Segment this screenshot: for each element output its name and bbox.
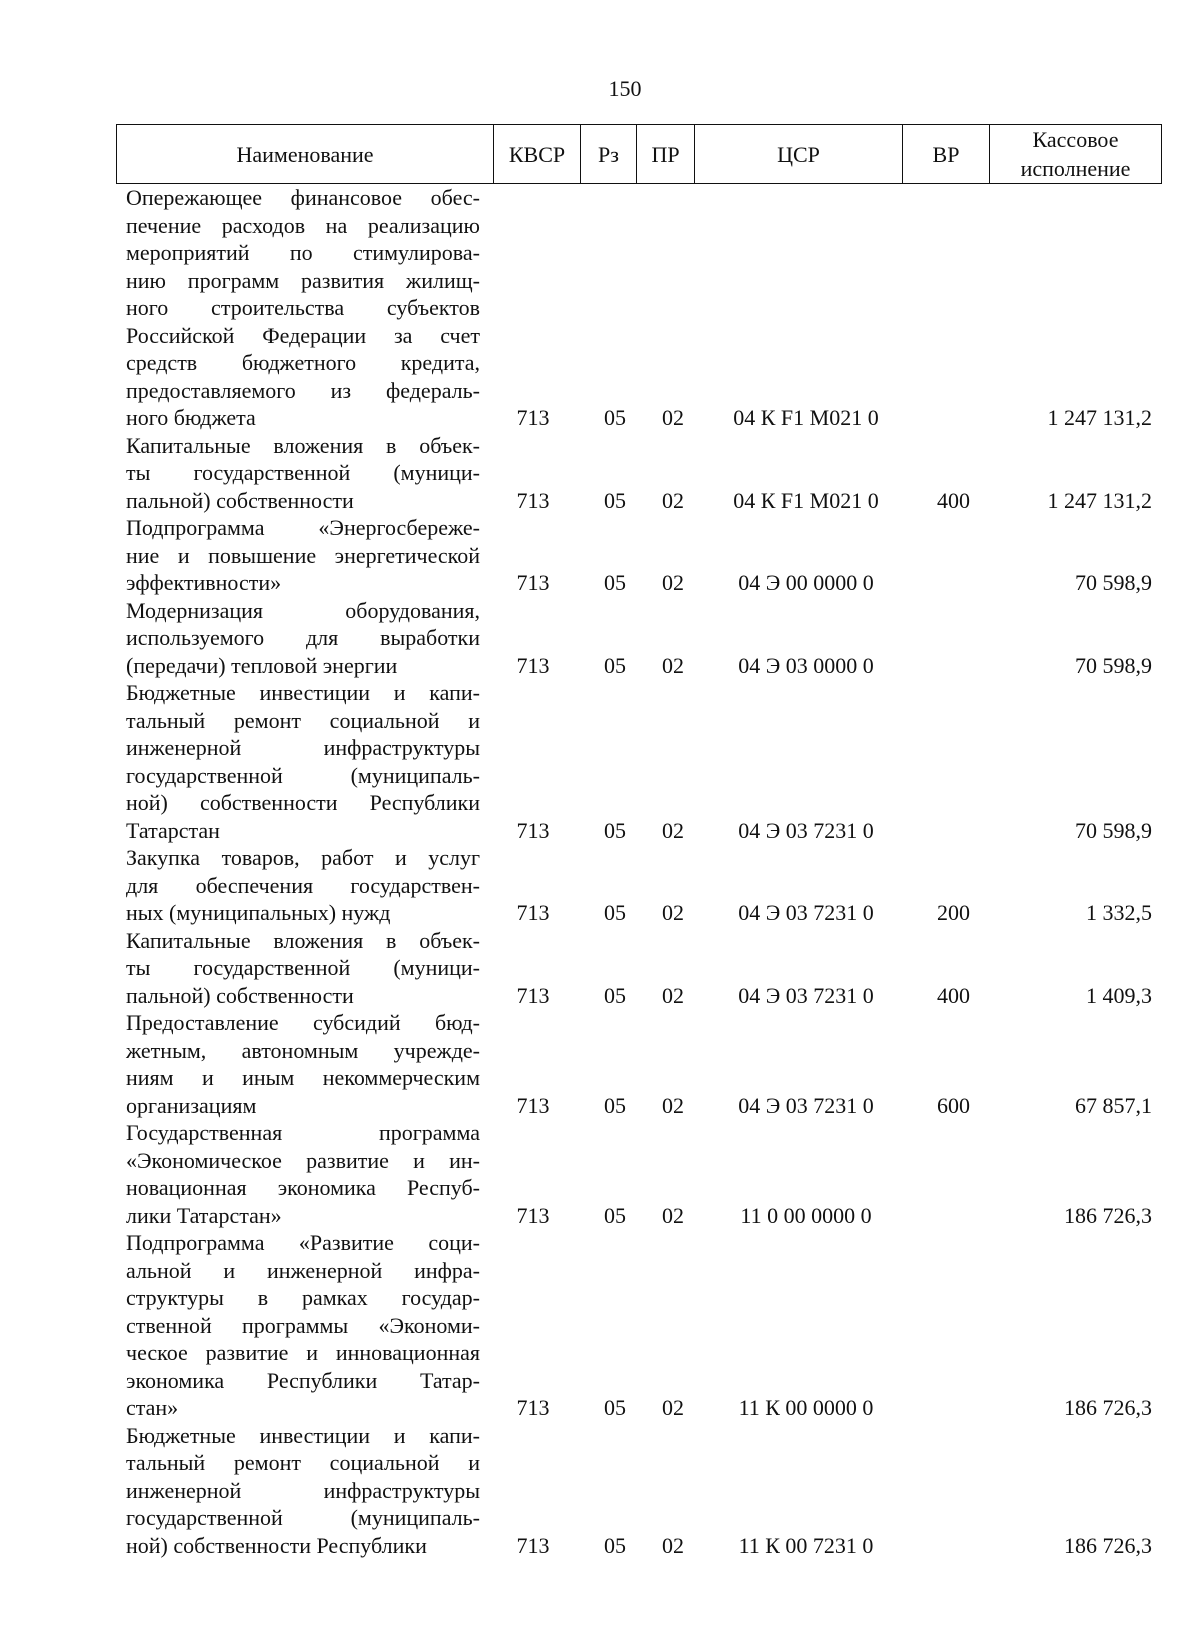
row-csr: 04 Э 03 0000 0 — [738, 652, 874, 678]
row-kvsr: 713 — [516, 1395, 550, 1420]
row-name-line: предоставляемого из федераль- — [126, 377, 480, 403]
row-exec: 70 598,9 — [1075, 817, 1152, 843]
row-vr: 400 — [937, 982, 970, 1008]
table-row — [116, 1422, 1162, 1560]
row-exec: 1 332,5 — [1086, 900, 1152, 925]
row-name-line: государственной (муниципаль- — [126, 762, 480, 788]
row-csr: 04 Э 03 7231 0 — [738, 1092, 874, 1118]
row-name-line: Предоставление субсидий бюд- — [126, 1010, 480, 1035]
table-row — [116, 514, 1162, 597]
header-vr: ВР — [902, 125, 989, 183]
row-name-line: нию программ развития жилищ- — [126, 267, 480, 293]
row-exec: 1 247 131,2 — [1047, 405, 1152, 430]
row-name-line: «Экономическое развитие и ин- — [126, 1147, 480, 1173]
row-kvsr: 713 — [516, 1532, 550, 1558]
table-row — [116, 1009, 1162, 1119]
row-rz: 05 — [604, 570, 626, 595]
row-pr: 02 — [662, 817, 684, 843]
row-name-line: мероприятий по стимулирова- — [126, 240, 480, 265]
row-name — [116, 597, 480, 680]
row-rz: 05 — [604, 1532, 626, 1558]
row-name-line: Подпрограмма «Развитие соци- — [126, 1230, 480, 1255]
row-name-line: используемого для выработки — [126, 625, 480, 650]
row-name-line: Бюджетные инвестиции и капи- — [126, 1422, 480, 1448]
header-kvsr: КВСР — [493, 125, 580, 183]
row-name-line: государственной (муниципаль- — [126, 1505, 480, 1530]
table-row — [116, 1229, 1162, 1422]
row-name-line: Капитальные вложения в объек- — [126, 927, 480, 953]
row-name-line: ных (муниципальных) нужд — [126, 900, 391, 925]
row-pr: 02 — [662, 982, 684, 1008]
row-vr: 600 — [937, 1092, 970, 1118]
row-name-line: ты государственной (муници- — [126, 460, 480, 485]
row-exec: 186 726,3 — [1064, 1395, 1152, 1420]
row-name-line: печение расходов на реализацию — [126, 212, 480, 238]
row-vr: 400 — [937, 487, 970, 513]
row-pr: 02 — [662, 900, 684, 925]
row-name-line: ного строительства субъектов — [126, 295, 480, 320]
row-csr: 04 Э 03 7231 0 — [738, 817, 874, 843]
row-name-line: Государственная программа — [126, 1120, 480, 1145]
row-csr: 04 Э 03 7231 0 — [738, 982, 874, 1008]
table-row — [116, 184, 1162, 432]
row-name-line: структуры в рамках государ- — [126, 1285, 480, 1310]
row-csr: 04 Э 00 0000 0 — [738, 570, 874, 595]
header-name: Наименование — [236, 141, 374, 167]
table-row — [116, 1119, 1162, 1229]
row-exec: 186 726,3 — [1064, 1532, 1152, 1558]
row-rz: 05 — [604, 982, 626, 1008]
row-name — [116, 432, 480, 515]
row-name-line: лики Татарстан» — [126, 1202, 282, 1228]
row-name — [116, 1229, 480, 1422]
row-pr: 02 — [662, 405, 684, 430]
row-name-line: новационная экономика Респуб- — [126, 1175, 480, 1200]
row-kvsr: 713 — [516, 982, 550, 1008]
row-name-line: ного бюджета — [126, 405, 256, 430]
row-pr: 02 — [662, 1202, 684, 1228]
row-name-line: альной и инженерной инфра- — [126, 1257, 480, 1283]
row-rz: 05 — [604, 1395, 626, 1420]
row-kvsr: 713 — [516, 652, 550, 678]
row-name-line: эффективности» — [126, 570, 282, 595]
row-pr: 02 — [662, 570, 684, 595]
table-row — [116, 432, 1162, 515]
row-name-line: средств бюджетного кредита, — [126, 350, 480, 375]
row-rz: 05 — [604, 487, 626, 513]
row-vr: 200 — [937, 900, 970, 925]
row-kvsr: 713 — [516, 817, 550, 843]
row-pr: 02 — [662, 1092, 684, 1118]
header-exec-label: Кассовое исполнение — [1020, 127, 1131, 181]
row-exec: 70 598,9 — [1075, 652, 1152, 678]
row-name-line: Закупка товаров, работ и услуг — [126, 845, 480, 870]
row-csr: 04 Э 03 7231 0 — [738, 900, 874, 925]
row-name-line: Капитальные вложения в объек- — [126, 432, 480, 458]
table-body — [116, 184, 1162, 1559]
row-name-line: ной) собственности Республики — [126, 790, 480, 815]
row-csr: 11 К 00 0000 0 — [738, 1395, 874, 1420]
row-kvsr: 713 — [516, 1092, 550, 1118]
row-name-line: для обеспечения государствен- — [126, 872, 480, 898]
row-name — [116, 1119, 480, 1229]
table-header — [116, 124, 1162, 184]
row-pr: 02 — [662, 652, 684, 678]
row-name-line: пальной) собственности — [126, 982, 354, 1008]
table-row — [116, 844, 1162, 927]
header-csr: ЦСР — [694, 125, 902, 183]
header-exec — [989, 125, 1161, 183]
row-exec: 186 726,3 — [1064, 1202, 1152, 1228]
row-name — [116, 679, 480, 844]
row-name-line: организациям — [126, 1092, 257, 1118]
row-rz: 05 — [604, 1202, 626, 1228]
page-number: 150 — [608, 76, 642, 101]
row-rz: 05 — [604, 1092, 626, 1118]
row-name-line: Подпрограмма «Энергосбереже- — [126, 515, 480, 540]
row-name-line: ственной программы «Экономи- — [126, 1312, 480, 1338]
row-name-line: Опережающее финансовое обес- — [126, 185, 480, 210]
row-name-line: Российской Федерации за счет — [126, 322, 480, 348]
row-name-line: жетным, автономным учрежде- — [126, 1037, 480, 1063]
row-name — [116, 514, 480, 597]
row-name-line: ты государственной (муници- — [126, 955, 480, 980]
header-rz: Рз — [580, 125, 636, 183]
row-csr: 11 К 00 7231 0 — [738, 1532, 874, 1558]
row-kvsr: 713 — [516, 1202, 550, 1228]
row-exec: 1 247 131,2 — [1047, 487, 1152, 513]
row-name — [116, 1422, 480, 1560]
row-pr: 02 — [662, 1532, 684, 1558]
row-name-line: Бюджетные инвестиции и капи- — [126, 680, 480, 705]
row-exec: 67 857,1 — [1075, 1092, 1152, 1118]
row-name — [116, 927, 480, 1010]
row-name-line: тальный ремонт социальной и — [126, 1450, 480, 1475]
row-name-line: инженерной инфраструктуры — [126, 735, 480, 760]
row-exec: 70 598,9 — [1075, 570, 1152, 595]
table-row — [116, 927, 1162, 1010]
row-name-line: пальной) собственности — [126, 487, 354, 513]
row-name-line: экономика Республики Татар- — [126, 1367, 480, 1393]
row-name — [116, 184, 480, 432]
row-name-line: Модернизация оборудования, — [126, 597, 480, 623]
row-csr: 04 К F1 М021 0 — [733, 405, 879, 430]
row-name-line: стан» — [126, 1395, 179, 1420]
table-row — [116, 597, 1162, 680]
row-rz: 05 — [604, 405, 626, 430]
row-pr: 02 — [662, 487, 684, 513]
row-name — [116, 1009, 480, 1119]
row-kvsr: 713 — [516, 570, 550, 595]
row-kvsr: 713 — [516, 487, 550, 513]
row-kvsr: 713 — [516, 900, 550, 925]
row-name — [116, 844, 480, 927]
row-name-line: (передачи) тепловой энергии — [126, 652, 398, 678]
row-rz: 05 — [604, 900, 626, 925]
row-name-line: ниям и иным некоммерческим — [126, 1065, 480, 1090]
header-pr: ПР — [636, 125, 694, 183]
row-name-line: ние и повышение энергетической — [126, 542, 480, 568]
row-pr: 02 — [662, 1395, 684, 1420]
row-kvsr: 713 — [516, 405, 550, 430]
row-name-line: ческое развитие и инновационная — [126, 1340, 480, 1365]
row-rz: 05 — [604, 652, 626, 678]
row-name-line: Татарстан — [126, 817, 220, 843]
row-csr: 04 К F1 М021 0 — [733, 487, 879, 513]
table-row — [116, 679, 1162, 844]
row-exec: 1 409,3 — [1086, 982, 1152, 1008]
row-rz: 05 — [604, 817, 626, 843]
row-name-line: тальный ремонт социальной и — [126, 707, 480, 733]
row-csr: 11 0 00 0000 0 — [740, 1202, 872, 1228]
row-name-line: инженерной инфраструктуры — [126, 1477, 480, 1503]
row-name-line: ной) собственности Республики — [126, 1532, 427, 1558]
